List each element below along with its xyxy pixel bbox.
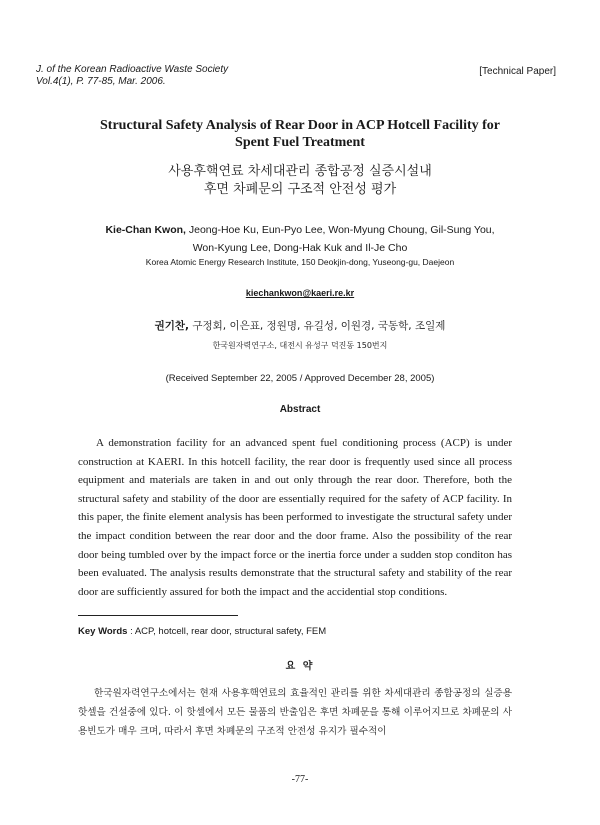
- page-number: -77-: [291, 774, 309, 785]
- author-line-2: Won-Kyung Lee, Dong-Hak Kuk and Il-Je Cho: [192, 242, 408, 254]
- korean-lead-author: 권기찬,: [154, 320, 189, 332]
- korean-author-list: [0, 318, 600, 333]
- received-dates: (Received September 22, 2005 / Approved December 28, 2005): [165, 373, 435, 384]
- korean-title-line-2: 후면 차폐문의 구조적 안전성 평가: [203, 182, 397, 197]
- co-authors-1: Jeong-Hoe Ku, Eun-Pyo Lee, Won-Myung Choung, Gil-Sung You,: [185, 224, 495, 236]
- keywords-divider: [78, 615, 238, 616]
- affiliation: Korea Atomic Energy Research Institute, 150 Deokjin-dong, Yuseong-gu, Daejeon: [145, 257, 455, 267]
- abstract-heading: Abstract: [279, 404, 321, 415]
- journal-citation: [36, 64, 228, 88]
- korean-co-authors: 구정회, 이은표, 정원명, 유길성, 이원경, 국동학, 조일제: [189, 320, 446, 332]
- korean-affiliation: 한국원자력연구소, 대전시 유성구 덕진동 150번지: [212, 341, 388, 350]
- author-line-1: [0, 221, 600, 239]
- title-line-1: Structural Safety Analysis of Rear Door in ACP Hotcell Facility for: [100, 118, 500, 133]
- korean-title-line-1: 사용후핵연료 차세대관리 종합공정 실증시설내: [168, 164, 432, 179]
- lead-author: Kie-Chan Kwon,: [105, 224, 186, 236]
- paper-title: [0, 117, 600, 151]
- keywords-list: : ACP, hotcell, rear door, structural safety, FEM: [130, 626, 327, 637]
- journal-volume: Vol.4(1), P. 77-85, Mar. 2006.: [36, 76, 166, 87]
- abstract-text: A demonstration facility for an advanced spent fuel conditioning process (ACP) is under construction at KAERI. In this hotcell facility, the rear door is frequently used since all process equipment and materials are taken in and out only through the rear door. Therefore, both the structural safety and stability of the door are essentially required for the safety of ACP facility. In this paper, the finite element analysis has been performed to investigate the structural safety under the impact condition between the rear door and the door frame. Also the possibility of the rear door being tumbled over by the impact force or the inertia force under a sudden stop conditon has been evaluated. The analysis results demonstrate that the structural safety and stability of the rear door are sufficiently assured for both the impact and the accidential stop conditions.: [78, 437, 512, 598]
- author-list: [0, 221, 600, 257]
- author-email[interactable]: kiechankwon@kaeri.re.kr: [245, 288, 355, 298]
- keywords: [78, 626, 326, 637]
- journal-name: J. of the Korean Radioactive Waste Society: [36, 64, 229, 75]
- korean-title: [0, 163, 600, 199]
- keywords-label: Key Words: [78, 626, 128, 637]
- paper-type-label: [Technical Paper]: [479, 66, 556, 77]
- title-line-2: Spent Fuel Treatment: [235, 135, 365, 150]
- korean-abstract-text: 한국원자력연구소에서는 현재 사용후핵연료의 효율적인 관리를 위한 차세대관리 종합공정의 실증용 핫셀을 건설중에 있다. 이 핫셀에서 모든 물품의 반출입은 후면 차폐문을 통해 이루어지므로 차폐문의 사용빈도가 매우 크며, 따라서 후면 차폐문의 구조적 안전성 유지가 필수적이: [78, 688, 512, 737]
- korean-abstract-heading: 요 약: [285, 661, 315, 672]
